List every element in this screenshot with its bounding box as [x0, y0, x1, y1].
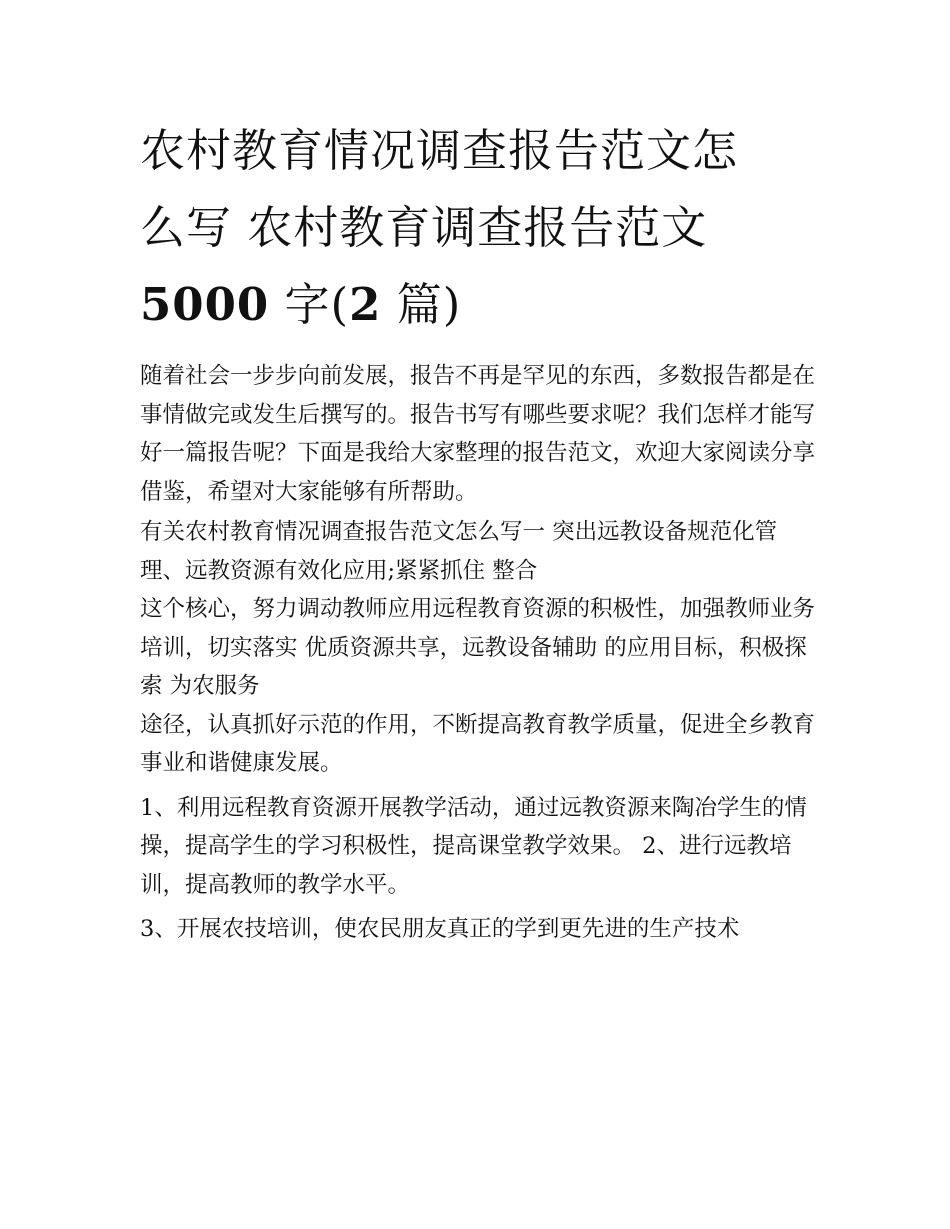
- title-number-words: 5000: [140, 278, 270, 331]
- intro-paragraph: 随着社会一步步向前发展，报告不再是罕见的东西，多数报告都是在事情做完或发生后撰写的。报告书写有哪些要求呢？我们怎样才能写好一篇报告呢？下面是我给大家整理的报告范文，欢迎大家阅读分享借鉴，希望对大家能够有所帮助。: [140, 363, 816, 505]
- title-line-3-text-a: 字(: [269, 278, 350, 331]
- list-item-paragraph: 1、利用远程教育资源开展教学活动，通过远教资源来陶冶学生的情操，提高学生的学习积极性，提高课堂教学效果。 2、进行远教培训，提高教师的教学水平。: [140, 794, 807, 898]
- body-paragraph: 途径，认真抓好示范的作用，不断提高教育教学质量，促进全乡教育事业和谐健康发展。: [140, 711, 816, 776]
- document-title: [140, 112, 830, 343]
- body-paragraph: 有关农村教育情况调查报告范文怎么写一 突出远教设备规范化管理、远教资源有效化应用;紧紧抓住 整合: [140, 519, 778, 584]
- title-number-count: 2: [349, 278, 382, 331]
- list-item-paragraph: 3、开展农技培训，使农民朋友真正的学到更先进的生产技术: [140, 916, 740, 942]
- title-line-3-text-b: 篇): [381, 278, 462, 331]
- body-paragraph: 这个核心，努力调动教师应用远程教育资源的积极性，加强教师业务培训，切实落实 优质资源共享，远教设备辅助 的应用目标，积极探索 为农服务: [140, 596, 816, 699]
- title-line-1: 农村教育情况调查报告范文怎: [140, 124, 739, 177]
- title-line-2: 么写 农村教育调查报告范文: [140, 201, 708, 254]
